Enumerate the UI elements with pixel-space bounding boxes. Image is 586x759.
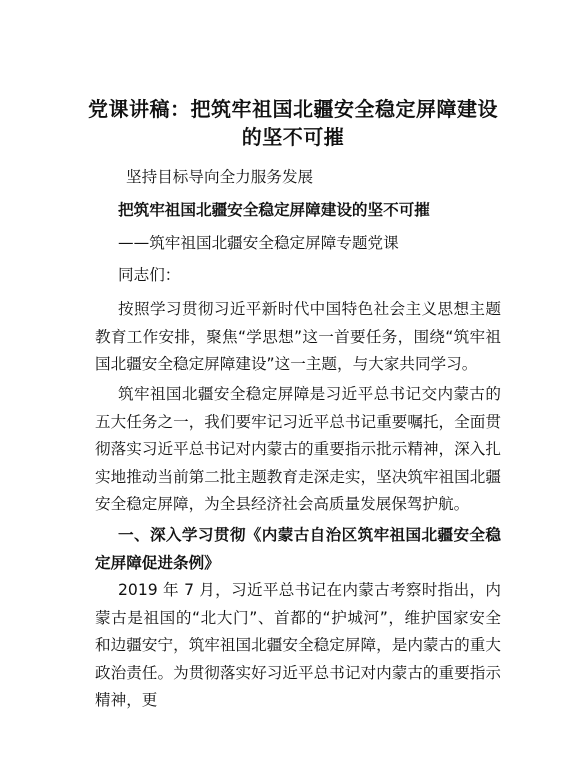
- salutation: 同志们：: [118, 266, 181, 284]
- title-line-2: 的坚不可摧: [241, 125, 345, 149]
- paragraph-3: 2019 年 7 月，习近平总书记在内蒙古考察时指出，内蒙古是祖国的“北大门”、首都的“护城河”，维护国家安全和边疆安宁，筑牢祖国北疆安全稳定屏障，是内蒙古的重大政治责任。为贯彻落实好习近平总书记对内蒙古的重要指示精神，更: [95, 581, 501, 709]
- document-title: [0, 95, 586, 151]
- paragraph-1: 按照学习贯彻习近平新时代中国特色社会主义思想主题教育工作安排，聚焦“学思想”这一首要任务，围绕“筑牢祖国北疆安全稳定屏障建设”这一主题，与大家共同学习。: [95, 300, 501, 373]
- section-1-heading: 一、深入学习贯彻《内蒙古自治区筑牢祖国北疆安全稳定屏障促进条例》: [95, 526, 501, 572]
- subtitle-3: ——筑牢祖国北疆安全稳定屏障专题党课: [118, 234, 399, 252]
- subtitle-2: 把筑牢祖国北疆安全稳定屏障建设的坚不可摧: [118, 201, 430, 219]
- paragraph-2: 筑牢祖国北疆安全稳定屏障是习近平总书记交内蒙古的五大任务之一，我们要牢记习近平总书记重要嘱托，全面贯彻落实习近平总书记对内蒙古的重要指示批示精神，深入扎实地推动当前第二批主题教育走深走实，坚决筑牢祖国北疆安全稳定屏障，为全县经济社会高质量发展保驾护航。: [95, 385, 501, 513]
- title-line-1: 党课讲稿：把筑牢祖国北疆安全稳定屏障建设: [88, 97, 498, 121]
- subtitle-1: 坚持目标导向全力服务发展: [126, 168, 314, 186]
